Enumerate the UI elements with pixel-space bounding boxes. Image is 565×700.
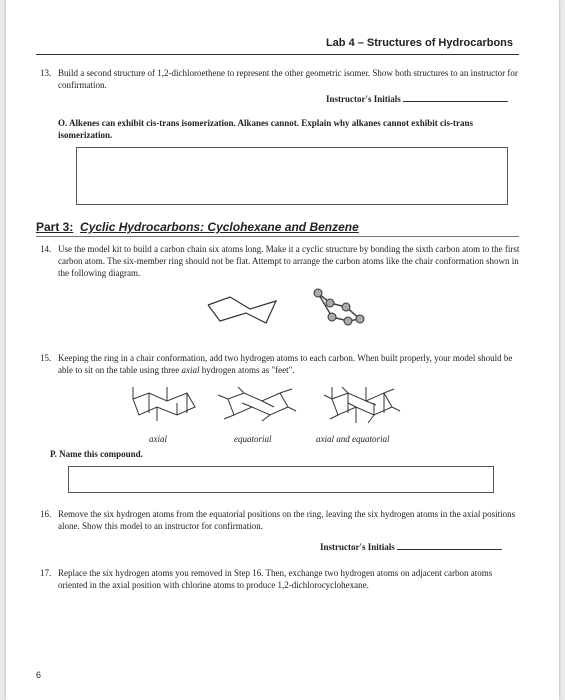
step-16-initials-label: Instructor's Initials — [320, 542, 395, 552]
step-13-initials — [326, 94, 508, 104]
step-16-text: Remove the six hydrogen atoms from the equatorial positions on the ring, leaving the six hydrogen atoms in the axial positions alone. Show this model to an instructor for confirmation. — [58, 509, 516, 531]
caption-equatorial: equatorial — [234, 434, 272, 444]
question-p-answer-box[interactable] — [68, 466, 494, 493]
step-16-initials — [320, 542, 502, 552]
question-o-answer-box[interactable] — [76, 147, 508, 205]
lab-header-title: Lab 4 – Structures of Hydrocarbons — [325, 37, 513, 49]
step-15-number: 15. — [40, 353, 52, 363]
step-16-number: 16. — [40, 509, 52, 519]
step-16-initials-line[interactable] — [397, 549, 502, 550]
chair-conformation-diagram — [206, 295, 286, 330]
part-3-heading — [36, 220, 359, 234]
part-3-title: Cyclic Hydrocarbons: Cyclohexane and Benzene — [80, 220, 359, 234]
chair-equatorial-diagram — [218, 385, 298, 425]
question-o-text: O. Alkenes can exhibit cis-trans isomerization. Alkanes cannot. Explain why alkanes cannot exhibit cis-trans isomerization. — [58, 118, 474, 140]
step-15-text-after: hydrogen atoms as "feet". — [199, 365, 295, 375]
step-13-number: 13. — [40, 68, 52, 78]
step-15-text-before: Keeping the ring in a chair conformation, add two hydrogen atoms to each carbon. When built properly, your model should be able to sit on the table using three — [58, 353, 513, 375]
step-13-initials-line[interactable] — [403, 101, 508, 102]
chair-ball-stick-model-icon — [308, 285, 378, 335]
step-17-number: 17. — [40, 568, 52, 578]
part-3-rule — [36, 236, 519, 237]
step-15-text — [58, 352, 520, 376]
caption-axial: axial — [149, 434, 167, 444]
step-15-text-axial: axial — [181, 365, 200, 375]
step-13-initials-label: Instructor's Initials — [326, 94, 401, 104]
chair-axial-equatorial-diagram — [324, 383, 404, 427]
step-13-text: Build a second structure of 1,2-dichloroethene to represent the other geometric isomer. Show both structures to an instructor for confirmation. — [58, 68, 518, 90]
caption-axial-and-equatorial: axial and equatorial — [316, 434, 390, 444]
question-p-text: P. Name this compound. — [50, 449, 143, 459]
chair-axial-diagram — [131, 385, 201, 425]
step-14-number: 14. — [40, 244, 52, 254]
page-number: 6 — [36, 670, 42, 680]
step-14-text: Use the model kit to build a carbon chain six atoms long. Make it a cyclic structure by bonding the sixth carbon atom to the first carbon atom. The six-member ring should not be flat. Attempt to arrange the carbon atoms like the chair conformation shown in the following diagram. — [58, 244, 520, 278]
worksheet-page — [6, 0, 559, 700]
header-rule — [36, 54, 519, 55]
step-17-text: Replace the six hydrogen atoms you removed in Step 16. Then, exchange two hydrogen atoms on adjacent carbon atoms oriented in the axial position with chlorine atoms to produce 1,2-dichlorocyclohexane. — [58, 568, 493, 590]
part-3-label: Part 3: — [36, 220, 74, 234]
